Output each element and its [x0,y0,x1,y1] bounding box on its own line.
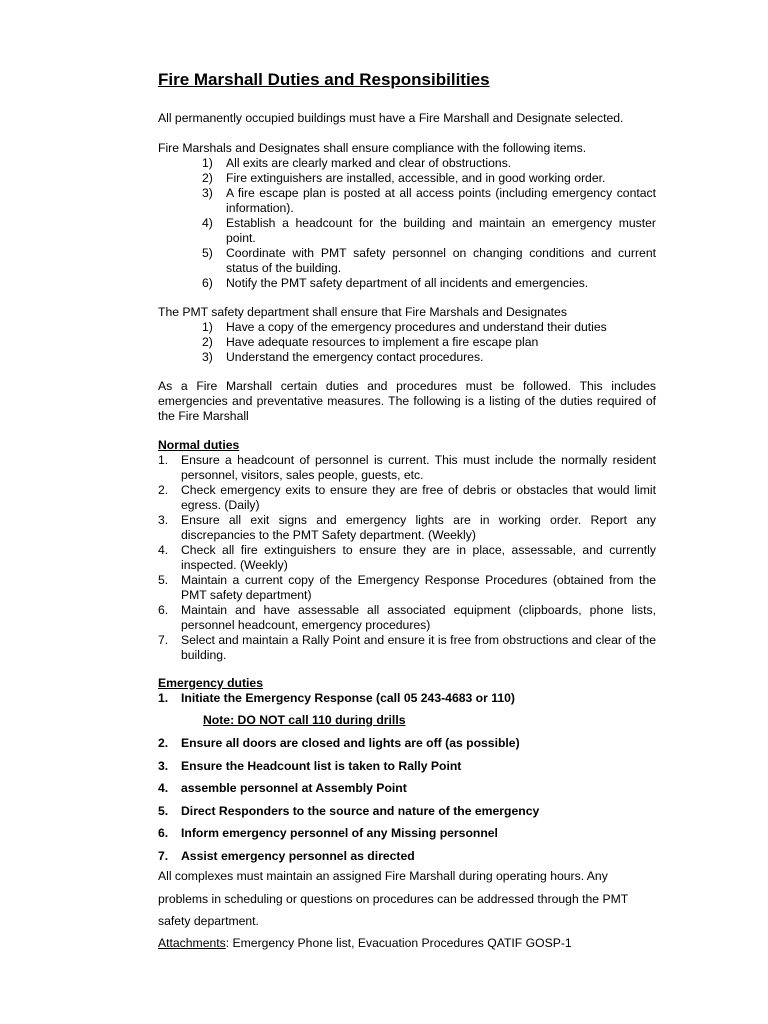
list-item: 3. Ensure the Headcount list is taken to Rally Point [158,758,462,773]
list-item: 1. Ensure a headcount of personnel is current. This must include the normally resident personnel, visitors, sales people, guests, etc. [158,453,656,482]
list-item: 5) Coordinate with PMT safety personnel on changing conditions and current status of the building. [202,246,656,275]
intro-paragraph: All permanently occupied buildings must have a Fire Marshall and Designate selected. [158,111,624,125]
list-item: 4. Check all fire extinguishers to ensure they are in place, assessable, and currently inspected. (Weekly) [158,543,656,572]
list-item: 4. assemble personnel at Assembly Point [158,781,407,795]
attachments-line [158,936,572,951]
compliance-list [158,156,656,291]
emergency-duties-heading: Emergency duties [158,676,263,690]
compliance-lead: Fire Marshals and Designates shall ensure compliance with the following items. [158,141,587,155]
list-item: 7. Select and maintain a Rally Point and ensure it is free from obstructions and clear of the building. [158,633,656,662]
list-item: 2. Ensure all doors are closed and lights are off (as possible) [158,736,520,750]
list-item: 1) All exits are clearly marked and clear of obstructions. [202,156,512,170]
list-item: 6. Inform emergency personnel of any Missing personnel [158,826,498,840]
list-item: 3. Ensure all exit signs and emergency lights are in working order. Report any discrepancies to the PMT Safety department. (Weekly) [158,513,656,542]
list-item: 5. Direct Responders to the source and nature of the emergency [158,803,540,818]
emergency-duties-list [158,736,656,871]
closing-paragraph: All complexes must maintain an assigned Fire Marshall during operating hours. Any problems in scheduling or questions on procedures can be addressed through the PMT safety department. [158,869,628,928]
pmt-lead: The PMT safety department shall ensure that Fire Marshals and Designates [158,305,567,319]
normal-duties-list [158,453,656,663]
attachments-text: : Emergency Phone list, Evacuation Procedures QATIF GOSP-1 [225,936,572,950]
normal-duties-heading: Normal duties [158,438,240,452]
list-item: 1. Initiate the Emergency Response (call 05 243-4683 or 110) [158,691,515,705]
list-item: 2) Fire extinguishers are installed, accessible, and in good working order. [202,171,606,185]
list-item: 7. Assist emergency personnel as directed [158,848,415,863]
duties-intro: As a Fire Marshall certain duties and procedures must be followed. This includes emergencies and preventative measures. The following is a listing of the duties required of the Fire Marshall [158,379,656,423]
list-item: 2. Check emergency exits to ensure they are free of debris or obstacles that would limit egress. (Daily) [158,483,656,512]
list-item: 1) Have a copy of the emergency procedures and understand their duties [202,320,607,334]
attachments-label: Attachments [158,936,226,950]
emergency-first-item [158,691,656,714]
document-title: Fire Marshall Duties and Responsibilities [158,70,490,89]
list-item: 3) Understand the emergency contact procedures. [202,350,484,364]
list-item: 3) A fire escape plan is posted at all access points (including emergency contact information). [202,186,656,215]
list-item: 6) Notify the PMT safety department of all incidents and emergencies. [202,276,589,290]
list-item: 2) Have adequate resources to implement a fire escape plan [202,335,539,349]
drill-note: Note: DO NOT call 110 during drills [203,713,406,727]
list-item: 6. Maintain and have assessable all associated equipment (clipboards, phone lists, personnel headcount, emergency procedures) [158,603,656,632]
pmt-list [158,320,656,365]
list-item: 5. Maintain a current copy of the Emergency Response Procedures (obtained from the PMT safety department) [158,573,656,602]
list-item: 4) Establish a headcount for the building and maintain an emergency muster point. [202,216,656,245]
